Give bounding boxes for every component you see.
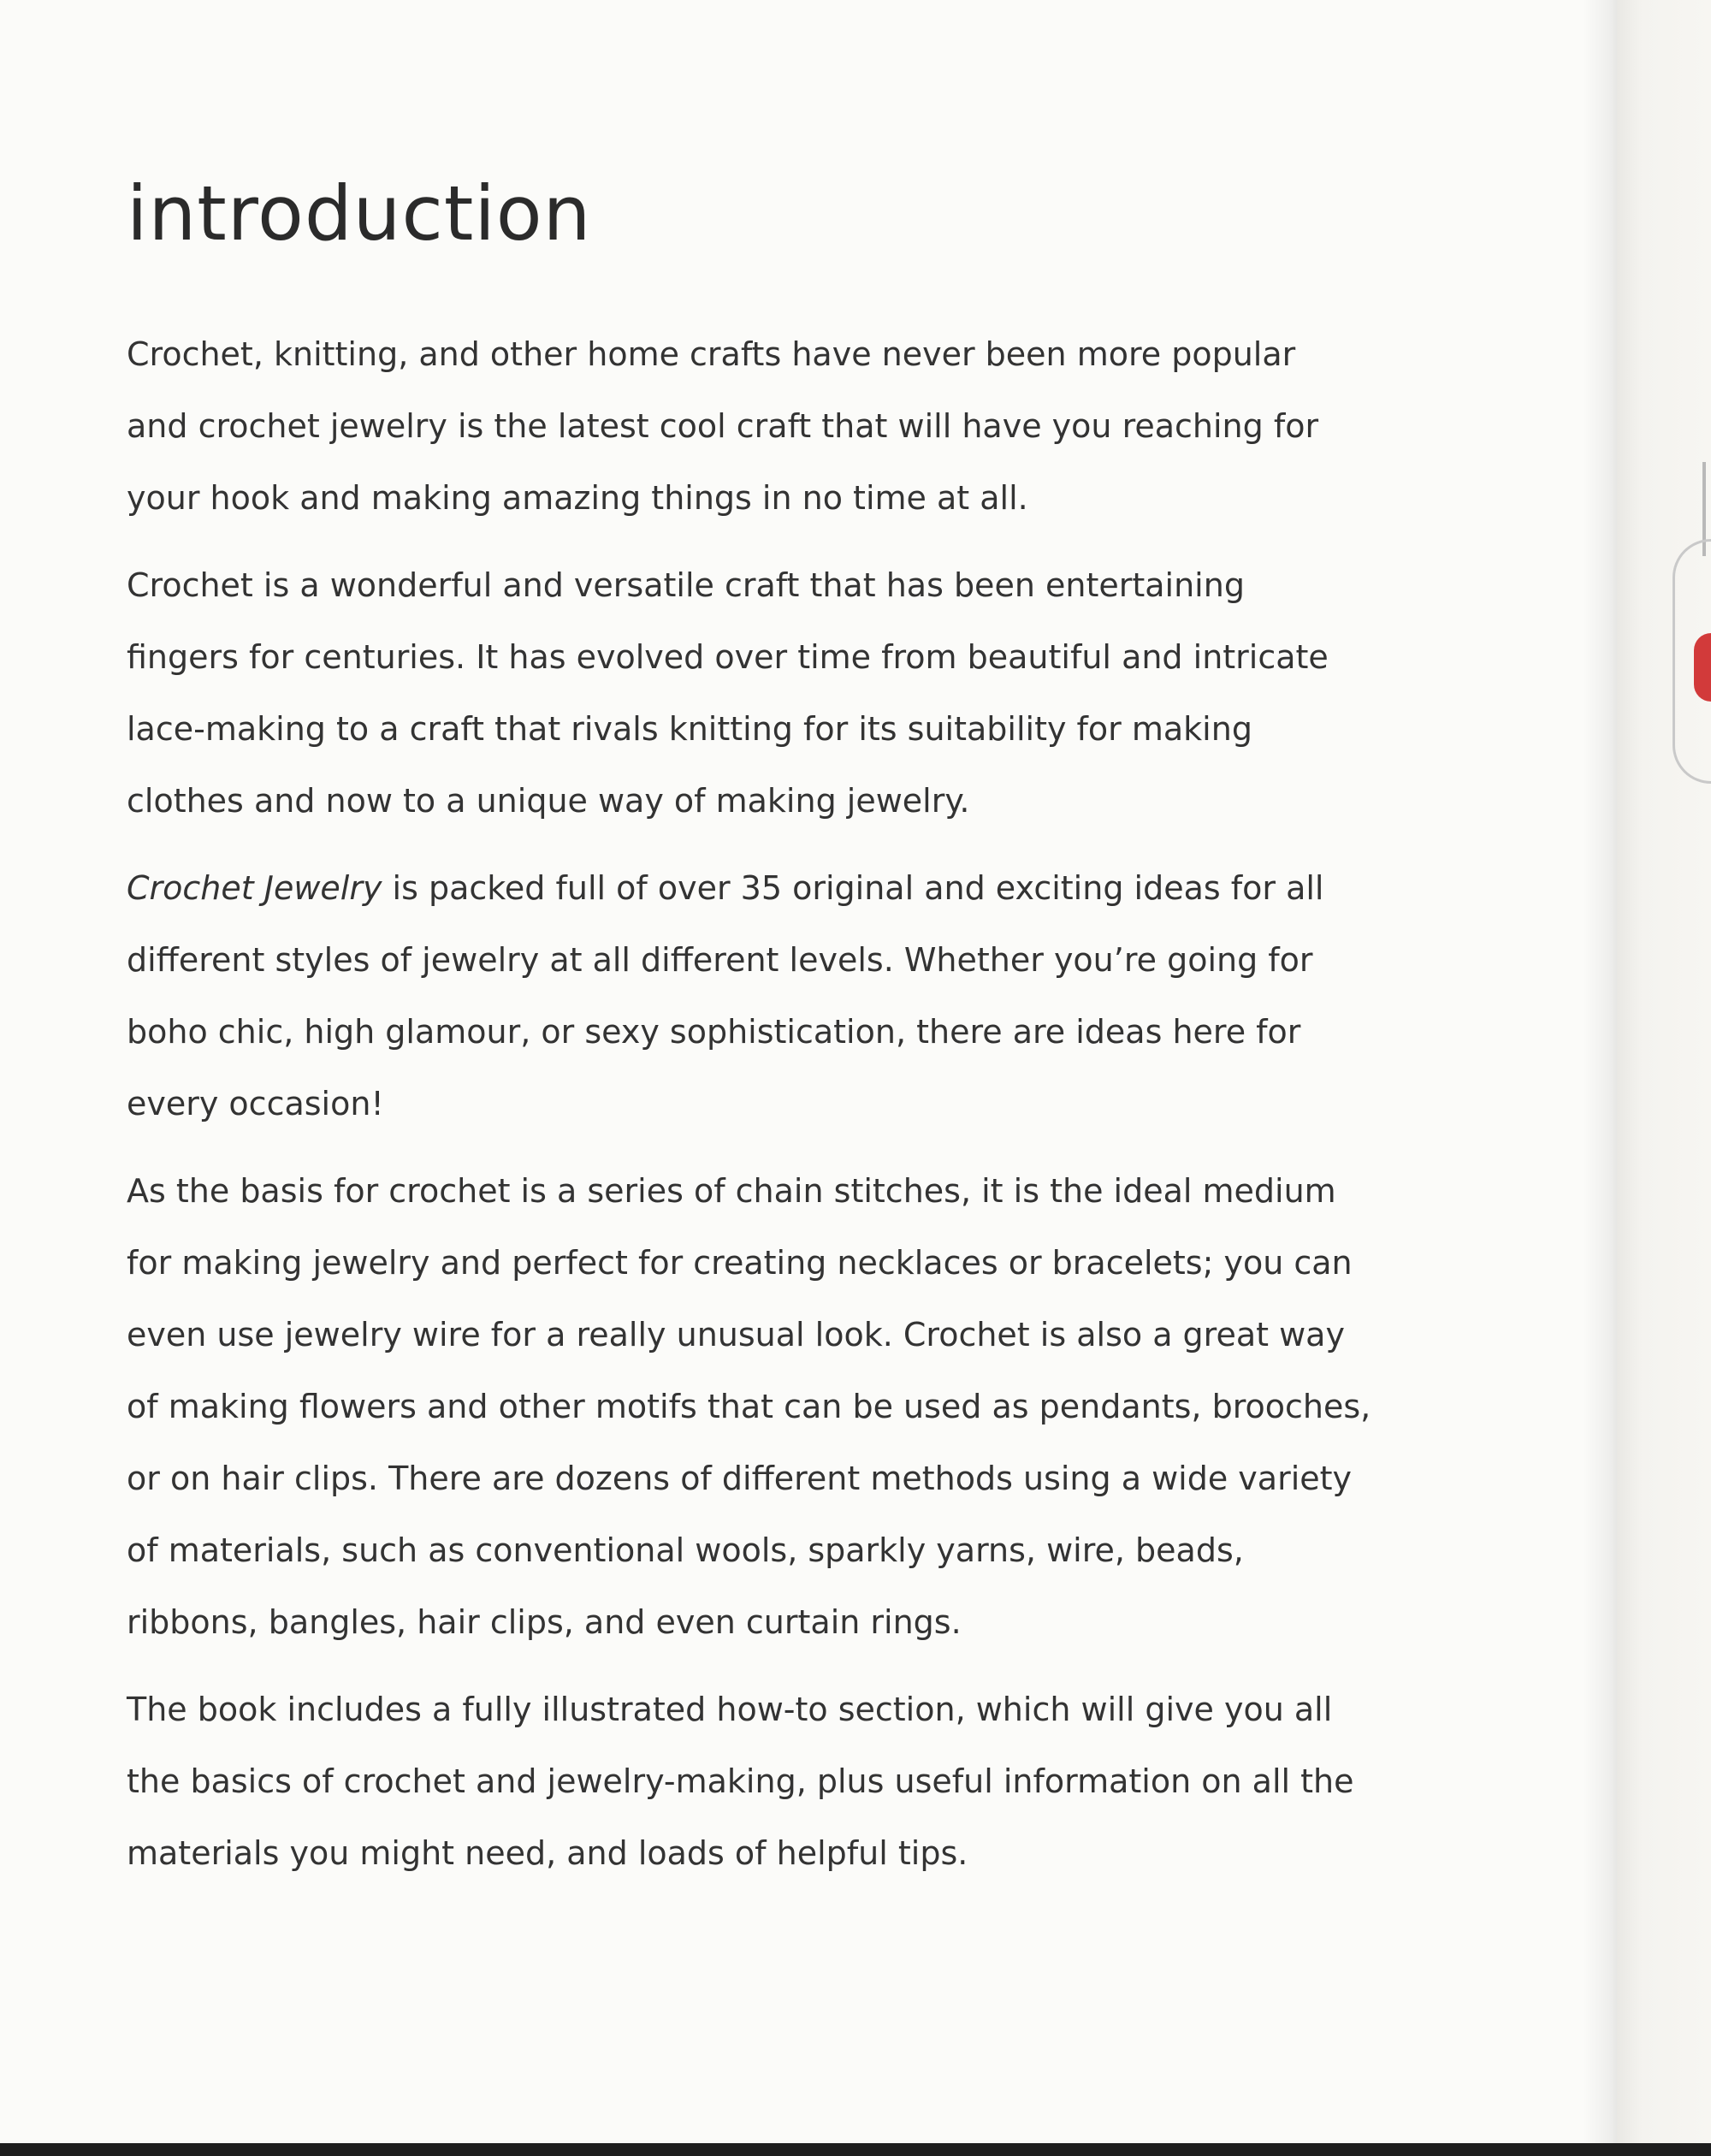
paragraph-1	[110, 318, 1393, 534]
scan-bottom-edge	[0, 2143, 1711, 2156]
paragraph-5	[110, 1673, 1393, 1889]
text-line: of making flowers and other motifs that can be used as pendants, brooches,	[127, 1388, 1371, 1425]
text-line: different styles of jewelry at all different levels. Whether you’re going for	[127, 941, 1313, 979]
text-line: clothes and now to a unique way of making jewelry.	[127, 782, 970, 820]
paragraph-4	[110, 1155, 1393, 1658]
text-line: As the basis for crochet is a series of chain stitches, it is the ideal medium	[127, 1172, 1336, 1210]
text-line: every occasion!	[127, 1085, 384, 1122]
text-line: ribbons, bangles, hair clips, and even curtain rings.	[127, 1603, 962, 1641]
text-line: The book includes a fully illustrated how-to section, which will give you all	[127, 1691, 1333, 1728]
book-title-italic: Crochet Jewelry	[127, 869, 382, 907]
text-line: for making jewelry and perfect for creating necklaces or bracelets; you can	[127, 1244, 1353, 1282]
text-line: and crochet jewelry is the latest cool craft that will have you reaching for	[127, 407, 1319, 445]
paragraph-2	[110, 549, 1393, 837]
text-line: of materials, such as conventional wools, sparkly yarns, wire, beads,	[127, 1531, 1244, 1569]
body-text	[110, 318, 1393, 1889]
paragraph-3	[110, 852, 1393, 1140]
page-title: introduction	[127, 169, 592, 258]
text-line: the basics of crochet and jewelry-making, plus useful information on all the	[127, 1762, 1354, 1800]
text-line: materials you might need, and loads of helpful tips.	[127, 1834, 968, 1872]
text-line: your hook and making amazing things in no time at all.	[127, 479, 1028, 517]
adjacent-page-edge	[1617, 0, 1711, 2156]
text-line: even use jewelry wire for a really unusual look. Crochet is also a great way	[127, 1316, 1345, 1353]
gutter-shadow	[1583, 0, 1621, 2156]
text-line: lace-making to a craft that rivals knitting for its suitability for making	[127, 710, 1252, 748]
text-line-rest: is packed full of over 35 original and exciting ideas for all	[382, 869, 1324, 907]
text-line: boho chic, high glamour, or sexy sophistication, there are ideas here for	[127, 1013, 1301, 1051]
text-line: Crochet, knitting, and other home crafts have never been more popular	[127, 335, 1296, 373]
text-line: fingers for centuries. It has evolved over time from beautiful and intricate	[127, 638, 1329, 676]
red-bead-graphic	[1694, 633, 1711, 702]
text-line: Crochet is a wonderful and versatile craft that has been entertaining	[127, 566, 1245, 604]
text-line: or on hair clips. There are dozens of different methods using a wide variety	[127, 1460, 1353, 1497]
page-content	[110, 163, 1393, 1904]
text-line	[110, 852, 1393, 924]
